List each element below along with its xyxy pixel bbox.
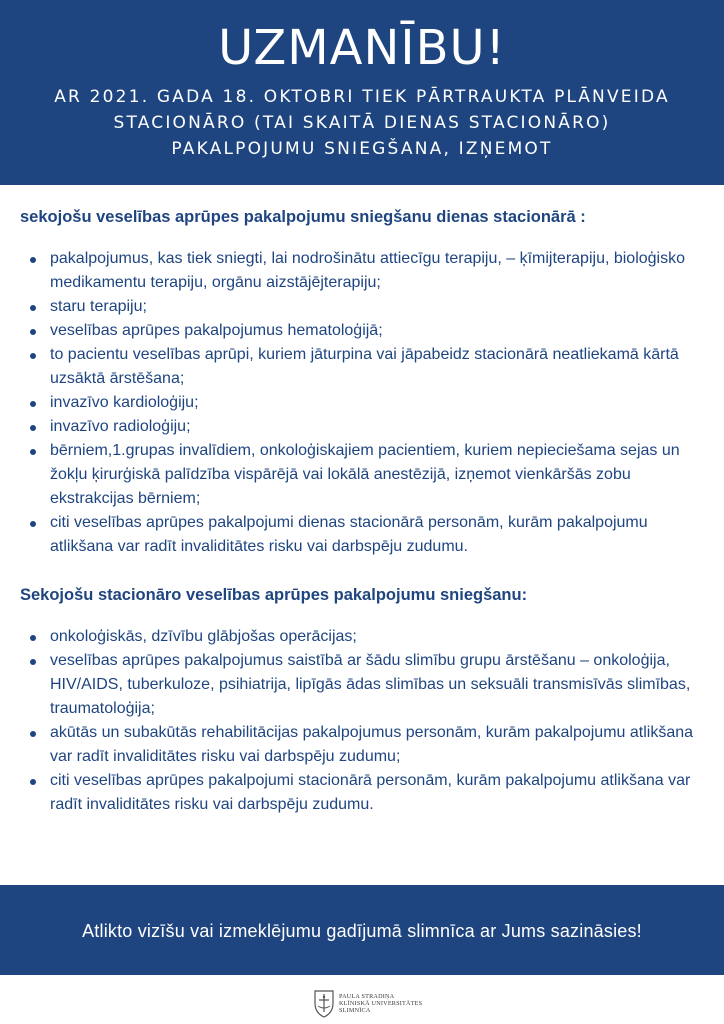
list-item: veselības aprūpes pakalpojumus saistībā ar šādu slimību grupu ārstēšanu – onkoloģija, HIV/AIDS, tuberkuloze, psihiatrija, lipīgās ādas slimības un seksuāli transmisīvās slimības, traumatoloģija; — [50, 649, 710, 721]
bullet-list — [20, 247, 710, 559]
section-day-hospital — [20, 205, 710, 559]
page-title: UZMANĪBU! — [218, 20, 506, 76]
footer-notice: Atlikto vizīšu vai izmeklējumu gadījumā slimnīca ar Jums sazināsies! — [82, 921, 642, 941]
header-banner — [0, 0, 724, 185]
list-item: invazīvo kardioloģiju; — [50, 391, 710, 415]
section-heading: Sekojošu stacionāro veselības aprūpes pakalpojumu sniegšanu: — [20, 586, 528, 604]
list-item: invazīvo radioloģiju; — [50, 415, 710, 439]
logo-text — [339, 993, 422, 1014]
footer-banner — [0, 885, 724, 975]
hospital-logo — [313, 986, 422, 1020]
list-item: citi veselības aprūpes pakalpojumi dienas stacionārā personām, kurām pakalpojumu atlikšana var radīt invaliditātes risku vai darbspēju zudumu. — [50, 511, 710, 559]
list-item: onkoloģiskās, dzīvību glābjošas operācijas; — [50, 625, 710, 649]
bullet-list — [20, 625, 710, 817]
list-item: bērniem,1.grupas invalīdiem, onkoloģiskajiem pacientiem, kuriem nepieciešama sejas un žokļu ķirurģiskā palīdzība vispārējā vai lokālā anestēzijā, izņemot vienkāršās zobu ekstrakcijas bērniem; — [50, 439, 710, 511]
list-item: akūtās un subakūtās rehabilitācijas pakalpojumus personām, kurām pakalpojumu atlikšana var radīt invaliditātes risku vai darbspēju zudumu; — [50, 721, 710, 769]
logo-line: PAULA STRADIŅA — [339, 992, 395, 1000]
header-subtitle — [0, 84, 724, 162]
list-item: citi veselības aprūpes pakalpojumi stacionārā personām, kurām pakalpojumu atlikšana var radīt invaliditātes risku vai darbspēju zudumu. — [50, 769, 710, 817]
subtitle-line: STACIONĀRO (TAI SKAITĀ DIENAS STACIONĀRO) — [113, 113, 611, 133]
list-item: pakalpojumus, kas tiek sniegti, lai nodrošinātu attiecīgu terapiju, – ķīmijterapiju, bioloģisko medikamentu terapiju, orgānu aizstājējterapiju; — [50, 247, 710, 295]
hospital-crest-icon — [313, 988, 335, 1018]
logo-line: SLIMNĪCA — [339, 1006, 371, 1014]
list-item: veselības aprūpes pakalpojumus hematoloģijā; — [50, 319, 710, 343]
subtitle-line: AR 2021. GADA 18. OKTOBRI TIEK PĀRTRAUKTA PLĀNVEIDA — [54, 87, 670, 107]
list-item: to pacientu veselības aprūpi, kuriem jāturpina vai jāpabeidz stacionārā neatliekamā kārtā uzsāktā ārstēšana; — [50, 343, 710, 391]
logo-line: KLĪNISKĀ UNIVERSITĀTES — [339, 999, 423, 1007]
section-heading: sekojošu veselības aprūpes pakalpojumu sniegšanu dienas stacionārā : — [20, 208, 586, 226]
subtitle-line: PAKALPOJUMU SNIEGŠANA, IZŅEMOT — [171, 139, 553, 159]
section-inpatient — [20, 583, 710, 817]
main-content — [20, 205, 710, 817]
list-item: staru terapiju; — [50, 295, 710, 319]
